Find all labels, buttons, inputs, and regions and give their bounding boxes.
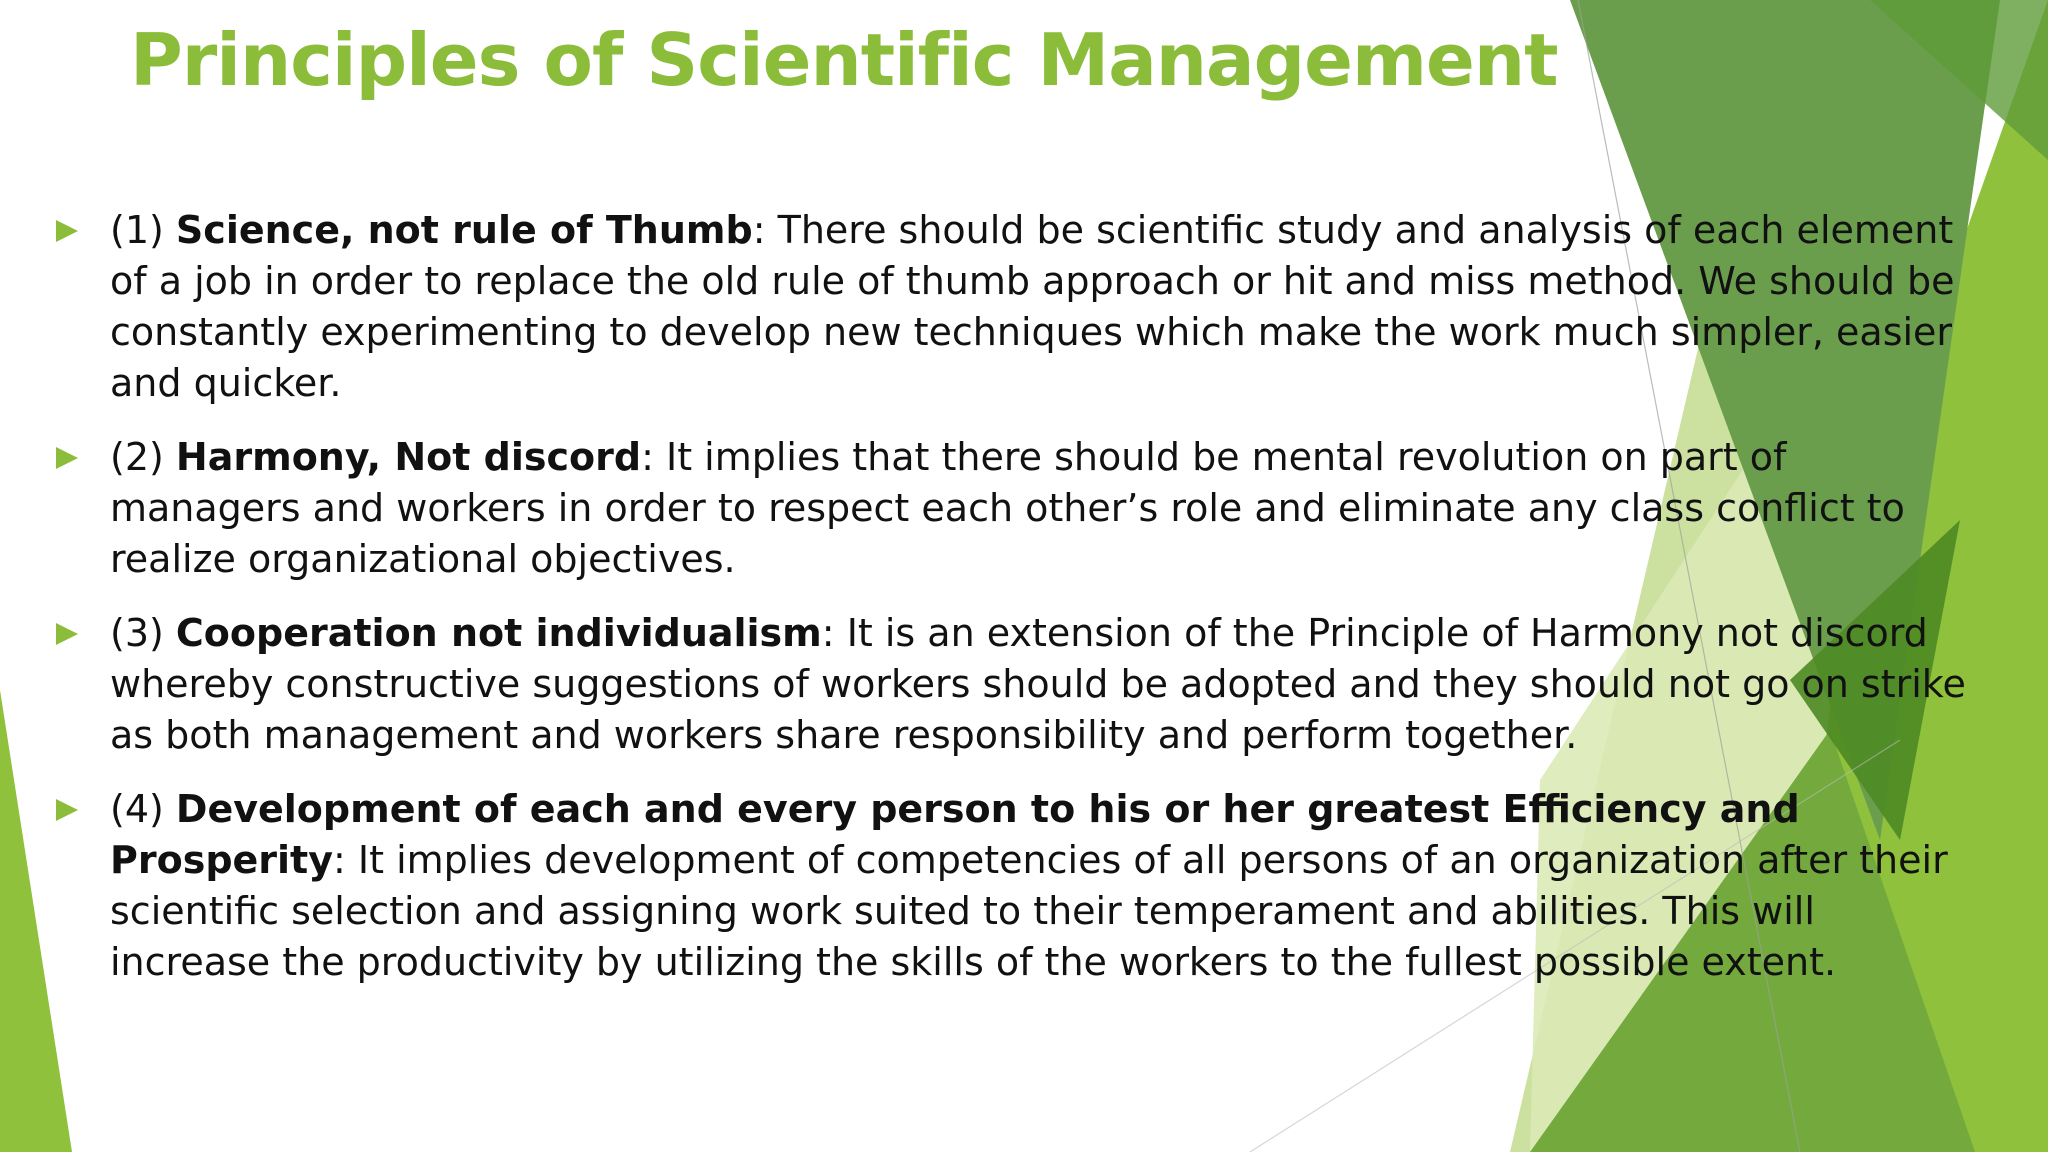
bullet-number: (2) (110, 435, 164, 479)
bullet-item-3 (56, 608, 1976, 761)
bullet-text: It implies development of competencies of all persons of an organization after their scientific selection and assigning work suited to their temperament and abilities. This will increase the productivity by utilizing the skills of the workers to the fullest possible extent. (110, 838, 1948, 984)
bullet-item-1 (56, 205, 1976, 409)
bullet-number: (4) (110, 787, 164, 831)
triangle-bullet-icon (56, 220, 78, 242)
bullet-text: It is an extension of the Principle of Harmony not discord whereby constructive suggestions of workers should be adopted and they should not go on strike as both management and workers share responsibility and perform together. (110, 611, 1966, 757)
bullet-heading: Cooperation not individualism (175, 611, 822, 655)
bullet-separator: : (752, 208, 766, 252)
triangle-bullet-icon (56, 799, 78, 821)
bullet-item-2 (56, 432, 1976, 585)
bullet-list (56, 205, 1976, 988)
bullet-text: There should be scientific study and analysis of each element of a job in order to replace the old rule of thumb approach or hit and miss method. We should be constantly experimenting to develop new techniques which make the work much simpler, easier and quicker. (110, 208, 1955, 405)
bullet-number: (3) (110, 611, 164, 655)
bullet-separator: : (333, 838, 346, 882)
triangle-bullet-icon (56, 623, 78, 645)
bullet-heading: Development of each and every person to his or her greatest Efficiency and Prosperity (110, 787, 1800, 882)
bullet-separator: : (641, 435, 654, 479)
slide-title: Principles of Scientific Management (130, 18, 1558, 102)
bullet-text: It implies that there should be mental revolution on part of managers and workers in order to respect each other’s role and eliminate any class conflict to realize organizational objectives. (110, 435, 1905, 581)
bullet-item-4 (56, 784, 1976, 988)
bullet-heading: Harmony, Not discord (175, 435, 642, 479)
bullet-number: (1) (110, 208, 164, 252)
bullet-separator: : (821, 611, 835, 655)
triangle-bullet-icon (56, 447, 78, 469)
bullet-heading: Science, not rule of Thumb (175, 208, 753, 252)
